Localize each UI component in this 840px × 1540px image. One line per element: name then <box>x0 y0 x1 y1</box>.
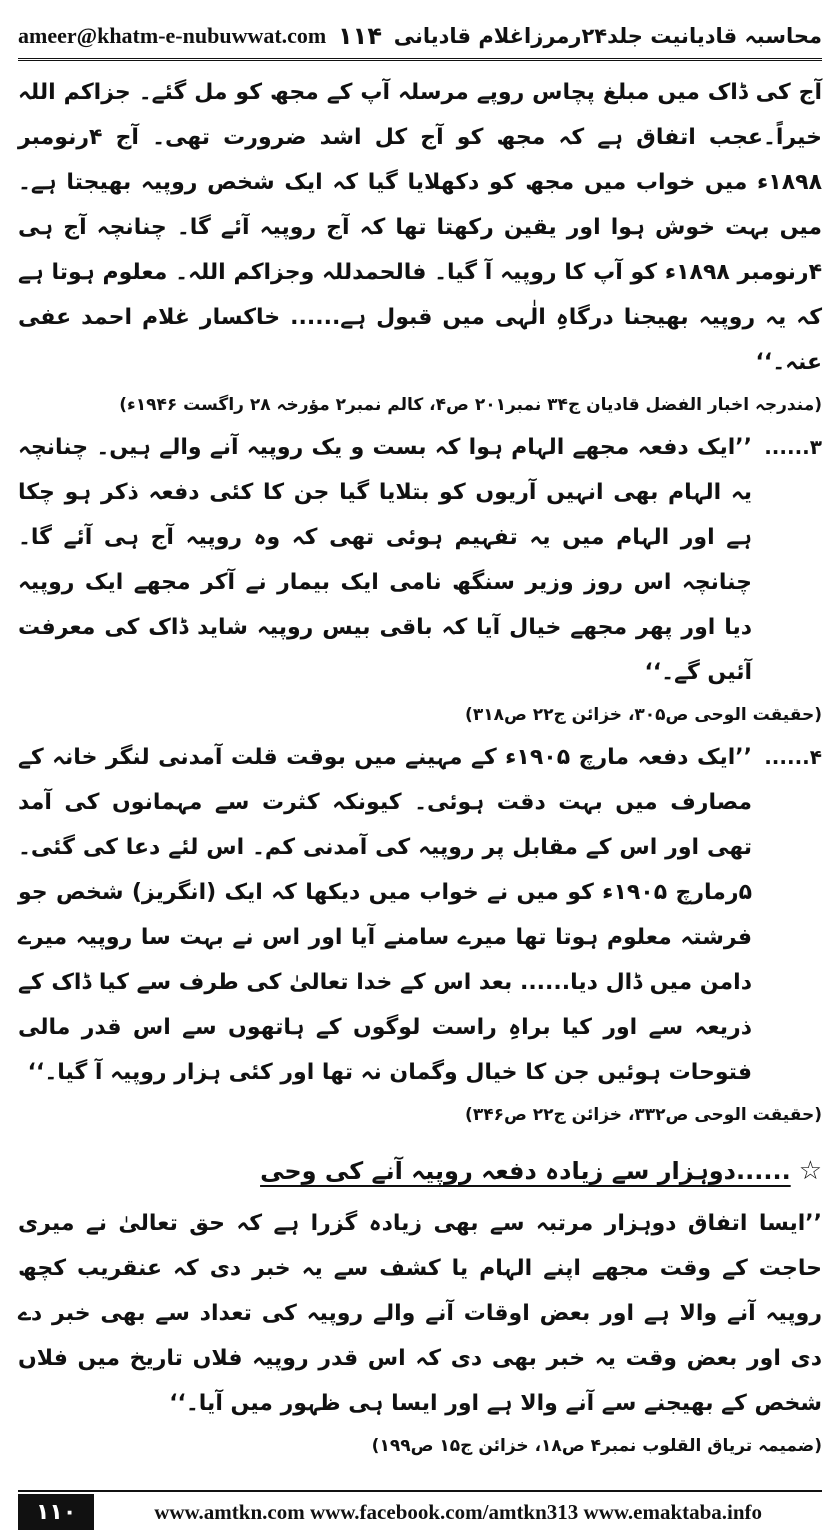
paragraph-number-4: ۴...... <box>764 745 822 769</box>
paragraph-number-3: ۳...... <box>764 435 822 459</box>
reference-1: (مندرجہ اخبار الفضل قادیان ج۳۴ نمبر۲۰۱ ص۴، کالم نمبر۲ مؤرخہ ۲۸ راگست ۱۹۴۶ء) <box>119 395 822 415</box>
header-page-number: ۱۱۴ <box>338 22 382 50</box>
footer-page-number: ۱۱۰ <box>18 1494 94 1530</box>
section-heading <box>18 1143 822 1199</box>
numbered-paragraph-3 <box>18 425 822 695</box>
numbered-paragraph-4 <box>18 735 822 1095</box>
paragraph-3: ’’ایک دفعہ مجھے الہام ہوا کہ بست و یک روپیہ آنے والے ہیں۔ چنانچہ یہ الہام بھی انہیں آریوں کو بتلایا گیا جن کا کئی دفعہ ذکر ہو چکا ہے اور الہام میں یہ تفہیم ہوئی تھی کہ وہ روپیہ آج ہی آئے گا۔ چنانچہ اس روز وزیر سنگھ نامی ایک بیمار نے آکر مجھے ایک روپیہ دیا اور پھر مجھے خیال آیا کہ باقی بیس روپیہ شاید ڈاک کی معرفت آئیں گے۔‘‘ <box>18 435 752 685</box>
page-header <box>18 14 822 61</box>
reference-5: (ضمیمہ تریاق القلوب نمبر۴ ص۱۸، خزائن ج۱۵ ص۱۹۹) <box>371 1436 822 1456</box>
paragraph-5: ’’ایسا اتفاق دوہزار مرتبہ سے بھی زیادہ گزرا ہے کہ حق تعالیٰ نے میری حاجت کے وقت مجھے اپنے الہام یا کشف سے یہ خبر دی کہ عنقریب کچھ روپیہ آنے والا ہے اور بعض اوقات آنے والے روپیہ کی تعداد سے بھی خبر دے دی اور بعض وقت یہ خبر بھی دی کہ اس قدر روپیہ فلاں تاریخ میں فلاں شخص کے بھیجنے سے آنے والا ہے اور ایسا ہی ظہور میں آیا۔‘‘ <box>18 1211 822 1416</box>
reference-3: (حقیقت الوحی ص۳۰۵، خزائن ج۲۲ ص۳۱۸) <box>465 705 822 725</box>
star-icon: ☆ <box>798 1156 822 1186</box>
footer-urls: www.amtkn.com www.facebook.com/amtkn313 www.emaktaba.info <box>154 1499 763 1524</box>
header-title: محاسبہ قادیانیت جلد۲۴رمرزاغلام قادیانی <box>393 24 822 48</box>
header-email: ameer@khatm-e-nubuwwat.com <box>18 23 327 48</box>
page-footer <box>18 1490 822 1532</box>
reference-4: (حقیقت الوحی ص۳۳۲، خزائن ج۲۲ ص۳۴۶) <box>465 1105 822 1125</box>
section-heading-text: ......دوہزار سے زیادہ دفعہ روپیہ آنے کی وحی <box>260 1157 791 1185</box>
paragraph-1: آج کی ڈاک میں مبلغ پچاس روپے مرسلہ آپ کے مجھ کو مل گئے۔ جزاکم اللہ خیراً۔عجب اتفاق ہے کہ مجھ کو آج کل اشد ضرورت تھی۔ آج ۴رنومبر ۱۸۹۸ء میں خواب میں مجھ کو دکھلایا گیا کہ ایک شخص روپیہ بھیجتا ہے۔ میں بہت خوش ہوا اور یقین رکھتا تھا کہ آج روپیہ آئے گا۔ چنانچہ آج ہی ۴رنومبر ۱۸۹۸ء کو آپ کا روپیہ آ گیا۔ فالحمدللہ وجزاکم اللہ۔ معلوم ہوتا ہے کہ یہ روپیہ بھیجنا درگاہِ الٰہی میں قبول ہے...... خاکسار غلام احمد عفی عنہ۔‘‘ <box>18 80 823 375</box>
paragraph-4: ’’ایک دفعہ مارچ ۱۹۰۵ء کے مہینے میں بوقت قلت آمدنی لنگر خانہ کے مصارف میں بہت دقت ہوئی۔ کیونکہ کثرت سے مہمانوں کی آمد تھی اور اس کے مقابل پر روپیہ کی آمدنی کم۔ اس لئے دعا کی گئی۔ ۵رمارچ ۱۹۰۵ء کو میں نے خواب میں دیکھا کہ ایک (انگریز) شخص جو فرشتہ معلوم ہوتا تھا میرے سامنے آیا اور اس نے بہت سا روپیہ میرے دامن میں ڈال دیا...... بعد اس کے خدا تعالیٰ کی طرف سے کیا ڈاک کے ذریعہ سے اور کیا براہِ راست لوگوں کے ہاتھوں سے اس قدر مالی فتوحات ہوئیں جن کا خیال وگمان نہ تھا اور کئی ہزار روپیہ آ گیا۔‘‘ <box>18 745 752 1085</box>
page-content <box>18 70 822 1470</box>
